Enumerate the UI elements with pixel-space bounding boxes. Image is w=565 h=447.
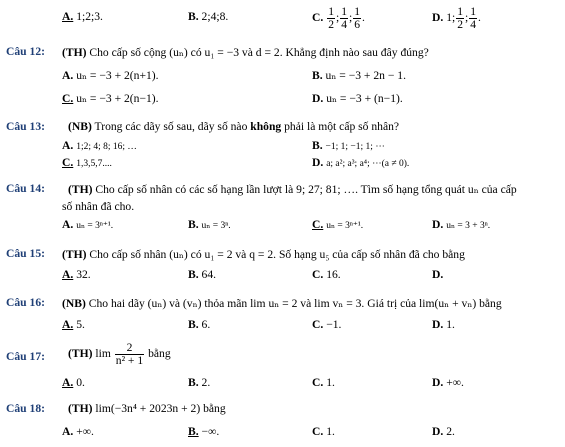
option-a-text: 1;2; 4; 8; 16; … [76, 142, 137, 152]
difficulty-tag: (TH) [62, 46, 87, 59]
option-c-letter: C. [312, 218, 324, 231]
question-label: Câu 16: [6, 296, 45, 309]
option-b-text: −∞. [201, 425, 220, 438]
question-label: Câu 13: [6, 120, 45, 133]
question-label: Câu 17: [6, 350, 45, 363]
option-b-letter: B. [188, 218, 199, 231]
option-d-text: 1. [446, 318, 455, 331]
option-b-text: uₙ = −3 + 2n − 1. [325, 69, 406, 82]
option-c-text: −1. [326, 318, 342, 331]
option-c-text: uₙ = −3 + 2(n−1). [76, 92, 159, 105]
option-a-letter: A. [62, 318, 74, 331]
option-b-text: 2. [201, 376, 211, 389]
question-label: Câu 18: [6, 402, 45, 415]
option-a-text: 32. [76, 268, 91, 281]
question-label: Câu 12: [6, 45, 45, 58]
option-d-letter: D. [432, 218, 444, 231]
option-b-letter: B. [188, 268, 199, 281]
option-d-text: 2. [446, 425, 455, 438]
option-c-text: 1,3,5,7.... [76, 159, 112, 169]
option-b-letter: B. [188, 376, 199, 389]
difficulty-tag: (TH) [68, 183, 93, 196]
question-text: Trong các dãy số sau, dãy số nào [94, 120, 251, 133]
question-text: Cho hai dãy (uₙ) và (vₙ) thỏa mãn lim uₙ = 2 và lim vₙ = 3. Giá trị của lim(uₙ + vₙ) bằng [88, 297, 502, 310]
question-text: số nhân đã cho. [62, 200, 135, 213]
option-c-text: 1. [326, 376, 335, 389]
option-d-letter: D. [432, 425, 444, 438]
fraction: $\frac{1}{4}$ [470, 5, 477, 31]
option-c-letter: C. [62, 92, 74, 105]
difficulty-tag: (NB) [68, 120, 92, 133]
option-b-letter: B. [188, 10, 199, 23]
option-a-letter: A. [62, 69, 74, 82]
option-d-letter: D. [432, 10, 444, 24]
difficulty-tag: (NB) [62, 297, 86, 310]
difficulty-tag: (TH) [68, 346, 93, 360]
question-text: Cho cấp số nhân (uₙ) có u₁ = 2 và q = 2. Số hạng u₅ của cấp số nhân đã cho bằng [89, 248, 465, 261]
option-b-text: 6. [201, 318, 211, 331]
fraction: $\frac{1}{2}$ [457, 5, 464, 31]
option-a-letter: A. [62, 376, 74, 389]
option-c-letter: C. [312, 268, 324, 281]
fraction: $\frac{2}{\text{n² + 1}}$ [115, 341, 144, 367]
option-c-letter: C. [312, 376, 324, 389]
difficulty-tag: (TH) [62, 248, 87, 261]
option-d-text: uₙ = 3 + 3ⁿ. [446, 221, 491, 231]
option-b-letter: B. [312, 69, 323, 82]
option-a-letter: A. [62, 10, 74, 23]
option-d-letter: D. [312, 92, 324, 105]
question-label: Câu 15: [6, 247, 45, 260]
option-b-letter: B. [312, 139, 323, 152]
option-d-letter: D. [312, 156, 324, 169]
option-a-text: uₙ = −3 + 2(n+1). [76, 69, 159, 82]
option-d-text: +∞. [446, 376, 464, 389]
option-c-text: uₙ = 3ⁿ⁺¹. [326, 221, 364, 231]
option-a-text: 0. [76, 376, 85, 389]
fraction: $\frac{1}{2}$ [328, 5, 334, 31]
question-text: Cho cấp số nhân có các số hạng lần lượt là 9; 27; 81; …. Tìm số hạng tổng quát uₙ của cấp [95, 183, 517, 196]
option-c-letter: C. [312, 318, 324, 331]
option-d-text: uₙ = −3 + (n−1). [326, 92, 403, 105]
option-d-text: a; a²; a³; a⁴; ⋯(a ≠ 0). [326, 159, 410, 169]
fraction: $\frac{1}{6}$ [354, 5, 361, 31]
option-a-letter: A. [62, 218, 74, 231]
option-a-text: 1;2;3. [76, 10, 103, 23]
option-c-letter: C. [62, 156, 74, 169]
limit-symbol: lim [95, 346, 111, 360]
difficulty-tag: (TH) [68, 402, 93, 415]
option-a-letter: A. [62, 268, 74, 281]
question-text: Cho cấp số cộng (uₙ) có u₁ = −3 và d = 2. Khẳng định nào sau đây đúng? [89, 46, 429, 59]
option-b-text: uₙ = 3ⁿ. [201, 221, 231, 231]
option-c-letter: C. [312, 425, 324, 438]
option-c-letter: C. [312, 10, 324, 24]
fraction: $\frac{1}{4}$ [341, 5, 348, 31]
option-a-text: uₙ = 3ⁿ⁺¹. [76, 221, 114, 231]
option-a-text: +∞. [76, 425, 94, 438]
option-d-letter: D. [432, 318, 444, 331]
option-b-text: 2;4;8. [201, 10, 229, 23]
question-text: lim(−3n⁴ + 2023n + 2) bằng [95, 402, 226, 415]
option-d-letter: D. [432, 268, 444, 281]
option-b-letter: B. [188, 318, 199, 331]
question-17 [0, 342, 565, 372]
option-c-text: 1. [326, 425, 335, 438]
option-a-letter: A. [62, 425, 74, 438]
option-a-text: 5. [76, 318, 85, 331]
option-c-text: 16. [326, 268, 341, 281]
option-b-text: −1; 1; −1; 1; ⋯ [325, 142, 385, 152]
question-text-emphasis: không [250, 120, 282, 133]
option-b-letter: B. [188, 425, 199, 438]
question-text: bằng [148, 346, 171, 360]
question-text: phải là một cấp số nhân? [281, 120, 400, 133]
option-a-letter: A. [62, 139, 74, 152]
question-label: Câu 14: [6, 182, 45, 195]
option-d-letter: D. [432, 376, 444, 389]
option-b-text: 64. [201, 268, 217, 281]
